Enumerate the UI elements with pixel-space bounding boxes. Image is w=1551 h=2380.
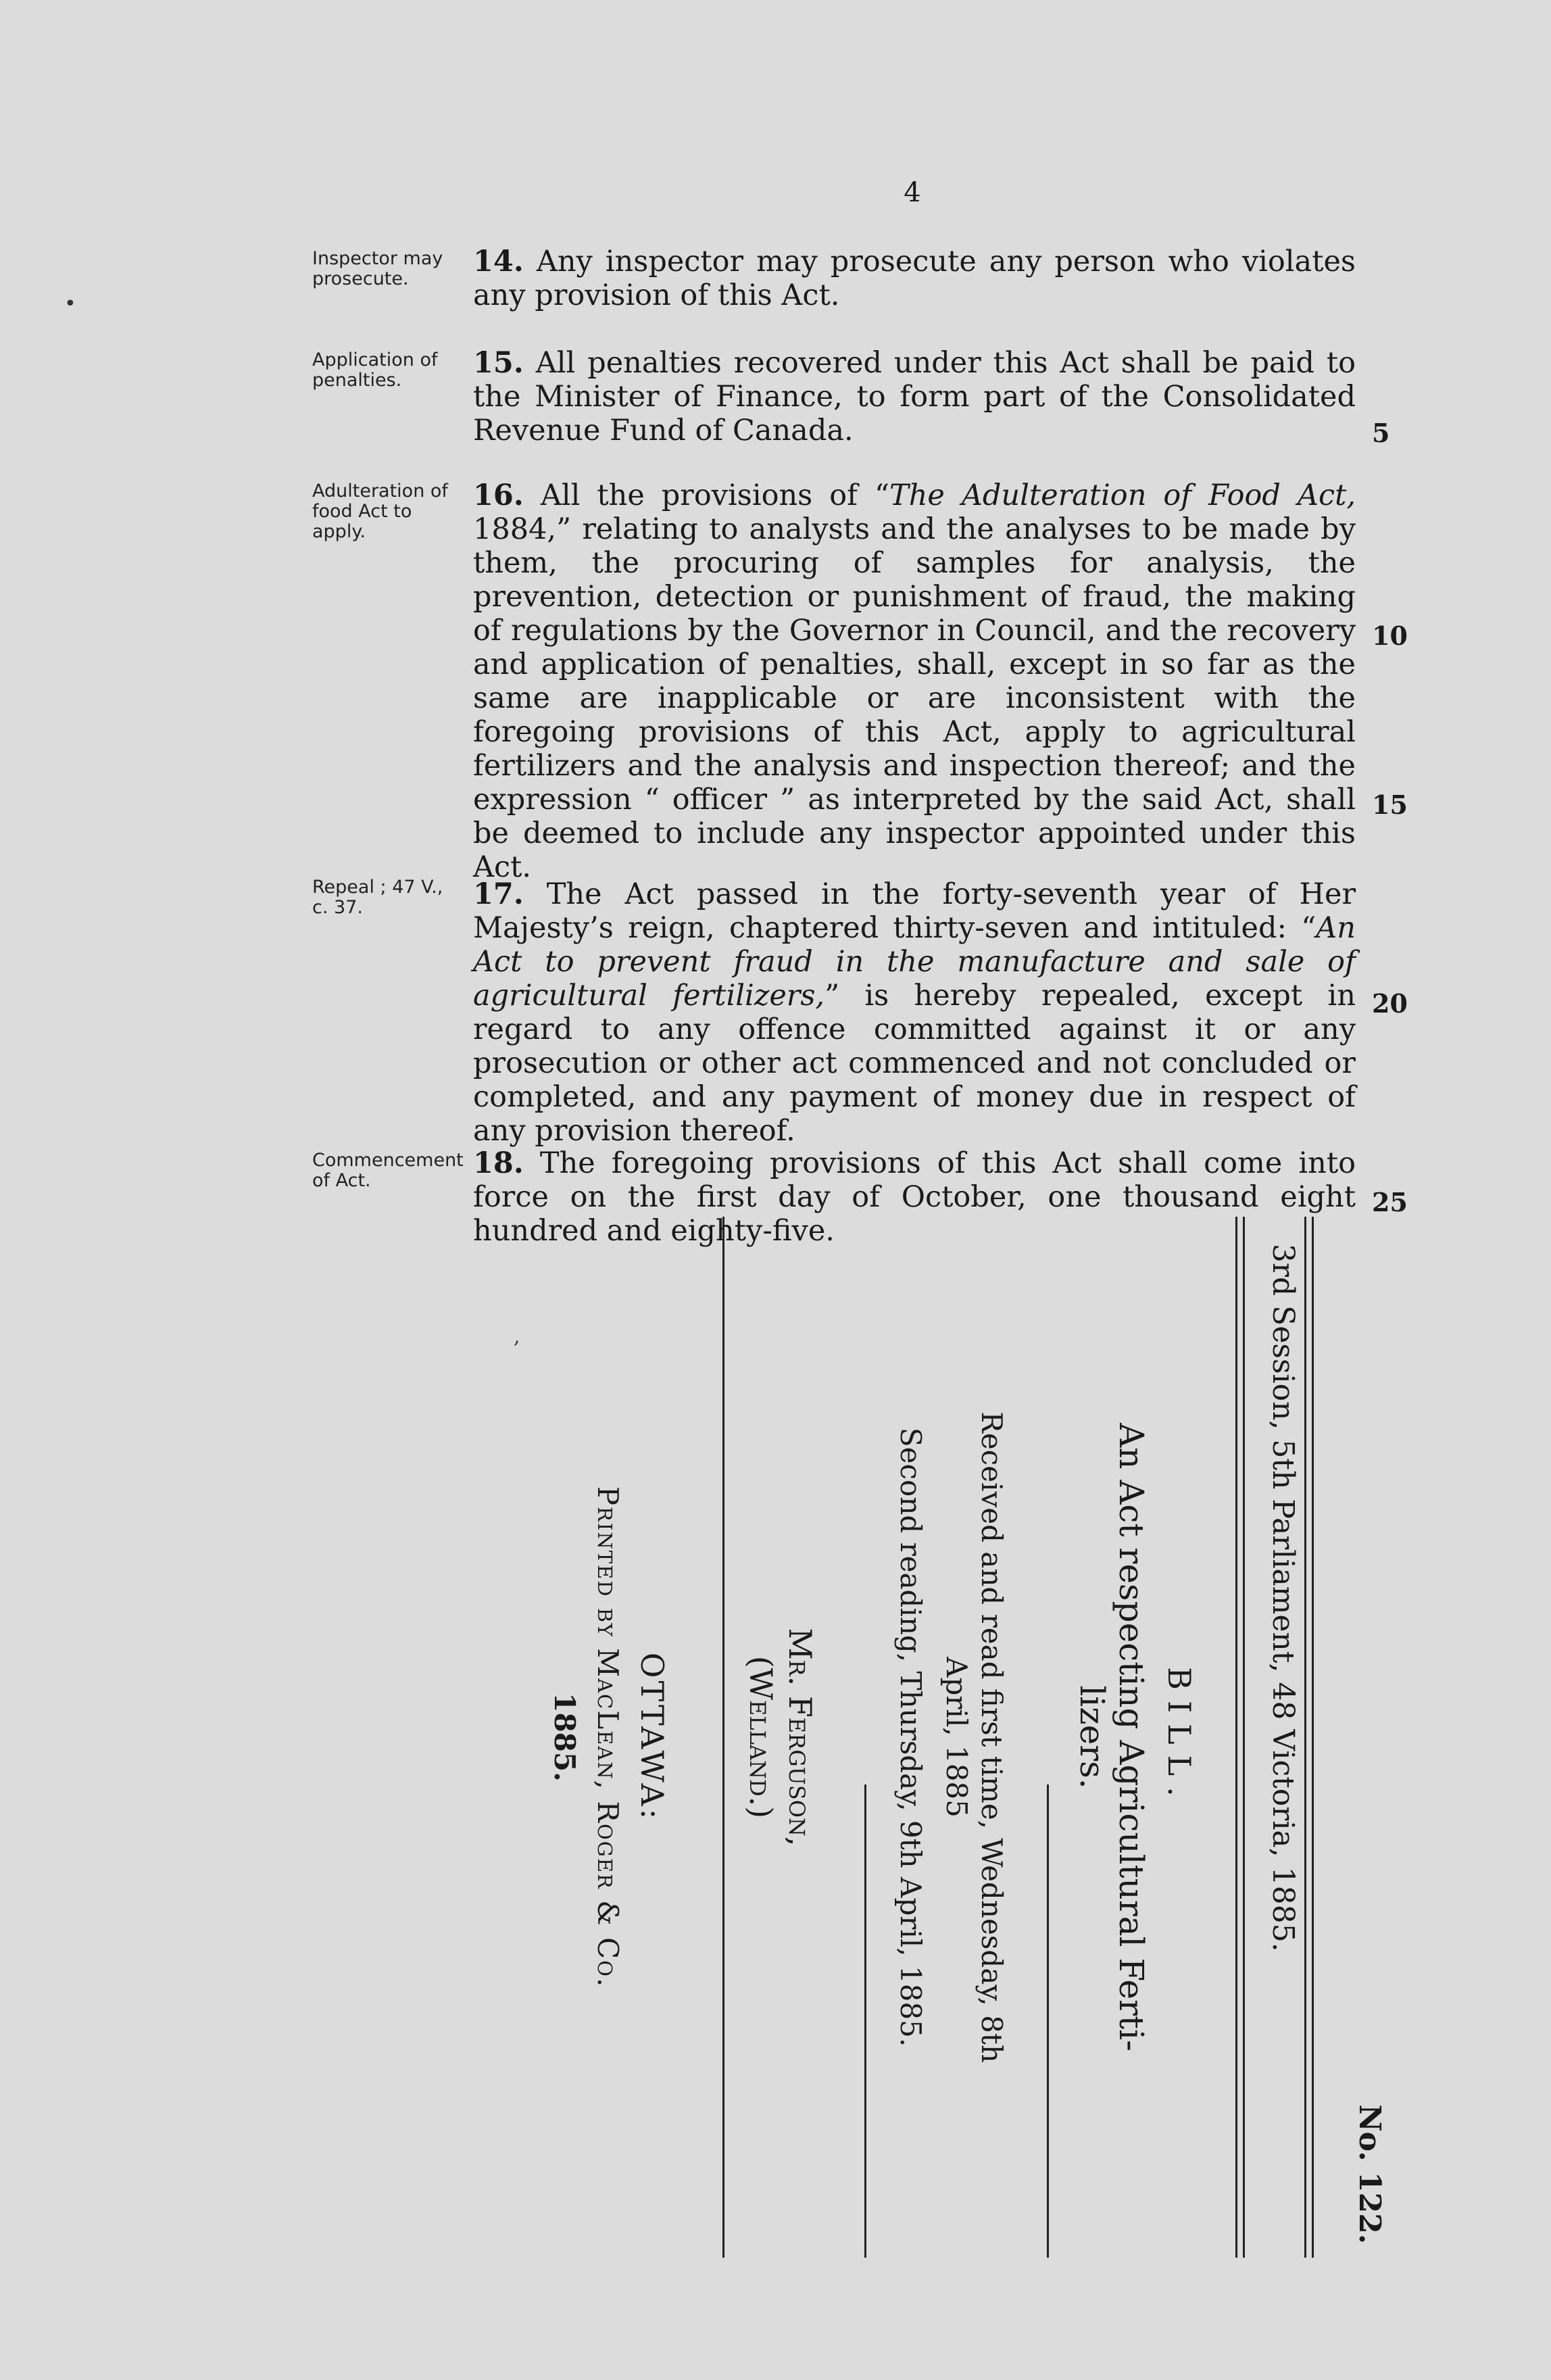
stray-comma: ,	[514, 1325, 520, 1349]
sidenote-18: Commencement of Act.	[312, 1150, 464, 1191]
section-body-end: ” is hereby repealed, except in regard to any offence committed against it or any prosecution or other act commenced and not concluded or completed, and any payment of money due in respect of any provision thereof.	[473, 979, 1356, 1148]
rule-short	[1047, 1784, 1049, 2258]
rule-bottom	[722, 1217, 724, 2258]
rule-double-mid	[1235, 1217, 1245, 2258]
section-16	[473, 479, 1356, 884]
session-line: 3rd Session, 5th Parliament, 48 Victoria, 1885.	[1266, 1244, 1300, 1952]
first-reading-line1: Received and read first time, Wednesday, 8th	[975, 1411, 1008, 2063]
place-of-printing: OTTAWA:	[634, 1652, 670, 1822]
bill-endorsement	[150, 1217, 1400, 2258]
bill-title-line2: lizers.	[1073, 1685, 1112, 1789]
section-body-start: All the provisions of “	[540, 479, 890, 512]
line-number-5: 5	[1372, 418, 1390, 448]
print-year: 1885.	[548, 1693, 581, 1782]
section-number: 16.	[473, 479, 524, 512]
act-title-italic: The Adulteration of Food Act,	[889, 479, 1356, 512]
printer-line: Printed by MacLean, Roger & Co.	[591, 1486, 624, 1989]
member-riding: (Welland.)	[743, 1655, 779, 1819]
section-body: Any inspector may prosecute any person who violates any provision of this Act.	[473, 245, 1356, 312]
section-number: 17.	[473, 877, 524, 911]
rule-double-top	[1304, 1217, 1314, 2258]
section-number: 14.	[473, 245, 524, 278]
section-body: All penalties recovered under this Act shall be paid to the Minister of Finance, to form part of the Consolidated Revenue Fund of Canada.	[473, 346, 1356, 447]
stray-dot: •	[64, 292, 76, 316]
line-number-15: 15	[1372, 790, 1408, 820]
bill-label: BILL.	[1161, 1667, 1198, 1807]
act-title-italic: An Act to prevent fraud in the manufacture and sale of agricultural fertilizers,	[473, 911, 1356, 1013]
section-body-start: The Act passed in the forty-seventh year of Her Majesty’s reign, chaptered thirty-seven and intituled: “	[473, 877, 1356, 945]
section-number: 18.	[473, 1146, 524, 1180]
member-name: Mr. Ferguson,	[782, 1628, 818, 1847]
section-body: The foregoing provisions of this Act shall come into force on the first day of October, one thousand eight hundred and eighty-five.	[473, 1146, 1356, 1248]
page-number: 4	[904, 177, 921, 208]
section-15	[473, 346, 1356, 447]
section-14	[473, 245, 1356, 312]
bill-number: No. 122.	[1352, 2104, 1387, 2244]
sidenote-17: Repeal ; 47 V., c. 37.	[312, 877, 443, 918]
section-number: 15.	[473, 346, 524, 380]
line-number-25: 25	[1372, 1187, 1408, 1217]
second-reading: Second reading, Thursday, 9th April, 1885.	[894, 1427, 927, 2047]
first-reading-line2: April, 1885	[940, 1657, 973, 1818]
bill-title-line1: An Act respecting Agricultural Ferti-	[1112, 1423, 1151, 2051]
sidenote-15: Application of penalties.	[312, 349, 438, 391]
sidenote-16: Adulteration of food Act to apply.	[312, 481, 448, 542]
section-body-end: 1884,” relating to analysts and the analyses to be made by them, the procuring of samples for analysis, the prevention, detection or punishment of fraud, the making of regulations by the Governor in Council, and the recovery and application of penalties, shall, except in so far as the same are inapplicable or are inconsistent with the foregoing provisions of this Act, apply to agricultural fertilizers and the analysis and inspection thereof; and the expression “ officer ” as interpreted by the said Act, shall be deemed to include any inspector appointed under this Act.	[473, 512, 1356, 884]
rule-short-2	[864, 1784, 866, 2258]
line-number-20: 20	[1372, 988, 1408, 1019]
sidenote-14: Inspector may prosecute.	[312, 248, 443, 289]
section-17	[473, 877, 1356, 1148]
line-number-10: 10	[1372, 621, 1408, 651]
